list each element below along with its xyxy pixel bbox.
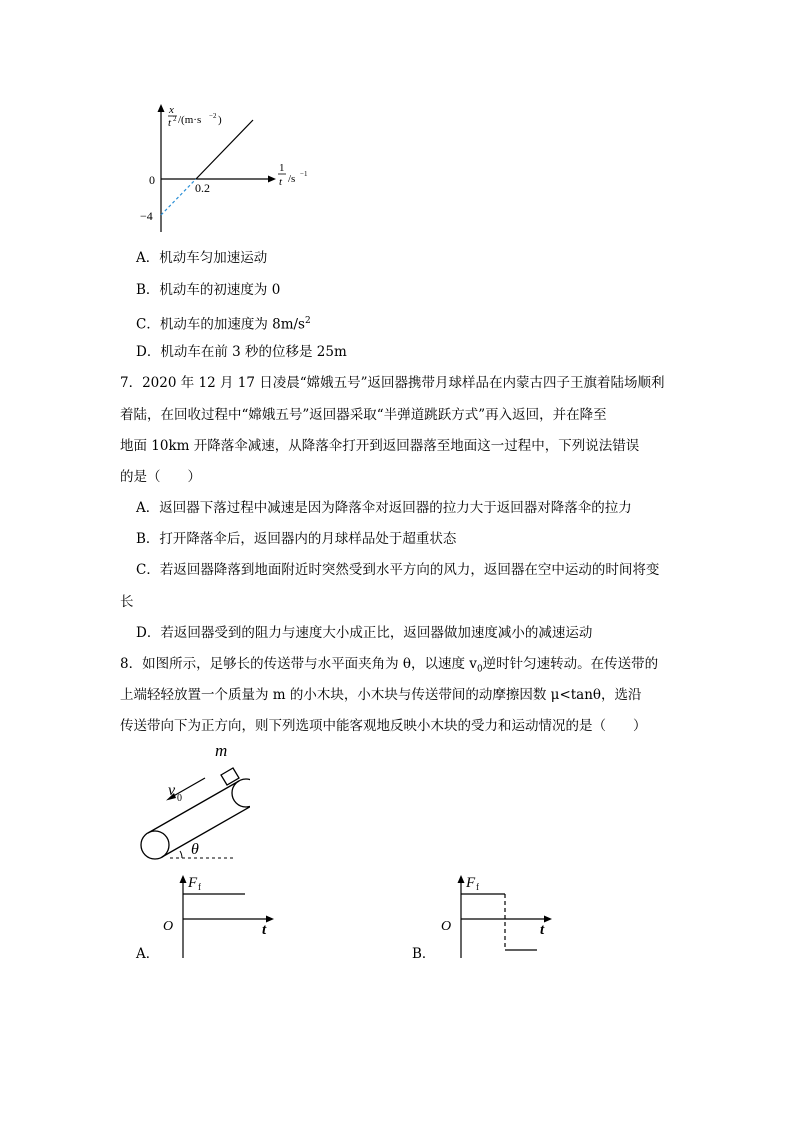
y-intercept-label: −4	[140, 209, 153, 223]
q6-option-a: A．机动车匀加速运动	[136, 250, 268, 266]
velocity-sub: 0	[177, 793, 182, 804]
q7-option-d: D．若返回器受到的阻力与速度大小成正比，返回器做加速度减小的减速运动	[136, 625, 593, 641]
conveyor-figure	[130, 737, 250, 865]
y-label-num: x	[169, 104, 174, 116]
q8-line-2: 上端轻轻放置一个质量为 m 的小木块，小木块与传送带间的动摩擦因数 μ<tanθ，选沿	[120, 687, 642, 703]
q8-line-1	[120, 655, 658, 679]
graph-b-origin: O	[441, 919, 452, 934]
q8-line-1-a: 8．如图所示，足够长的传送带与水平面夹角为 θ，以速度 v	[120, 656, 477, 672]
solid-line	[196, 120, 253, 179]
x-label-num: 1	[279, 162, 285, 174]
q8-option-a-label: A．	[136, 946, 160, 962]
q7-line-4: 的是（ ）	[120, 469, 201, 485]
q7-option-a: A．返回器下落过程中减速是因为降落伞对返回器的拉力大于返回器对降落伞的拉力	[136, 500, 632, 516]
graph-b-y-label: F	[466, 875, 476, 891]
y-label-unit-close: )	[218, 114, 222, 126]
q6-graph	[136, 98, 326, 238]
graph-a-origin: O	[163, 919, 174, 934]
x-label-unit-exp: −1	[300, 170, 308, 178]
q6-option-c	[136, 312, 311, 334]
y-label-den-exp: 2	[173, 115, 177, 123]
q8-option-b-label: B．	[412, 946, 436, 962]
y-axis-arrow	[158, 104, 165, 112]
y-label-unit-exp: −2	[209, 112, 217, 120]
origin-label: 0	[149, 173, 155, 187]
graph-b-x-arrow	[544, 916, 552, 923]
x-axis-arrow	[268, 176, 276, 183]
graph-a-y-arrow	[180, 875, 187, 883]
graph-b-y-sub: f	[476, 882, 479, 892]
q6-option-c-text: C．机动车的加速度为 8m/s	[136, 316, 305, 333]
q6-option-c-sup: 2	[305, 316, 311, 326]
angle-label: θ	[191, 841, 199, 858]
x-label-den: t	[279, 176, 283, 188]
velocity-label: v	[168, 782, 176, 799]
q7-line-1: 7．2020 年 12 月 17 日凌晨“嫦娥五号”返回器携带月球样品在内蒙古四子王旗着陆场顺利	[120, 375, 665, 391]
q8-line-1-sub: 0	[476, 664, 483, 675]
angle-arc	[180, 851, 182, 858]
graph-a-y-sub: f	[198, 882, 201, 892]
q7-line-2: 着陆，在回收过程中“嫦娥五号”返回器采取“半弹道跳跃方式”再入返回，并在降至	[120, 407, 607, 423]
y-label-unit: /(m·s	[178, 114, 202, 126]
x-intercept-label: 0.2	[195, 181, 210, 195]
graph-b-x-label: t	[540, 922, 545, 938]
dashed-extension	[161, 179, 196, 215]
q6-option-d: D．机动车在前 3 秒的位移是 25m	[136, 344, 347, 360]
q7-option-c: C．若返回器降落到地面附近时突然受到水平方向的风力，返回器在空中运动的时间将变	[136, 562, 660, 578]
belt-top-edge	[148, 781, 239, 833]
graph-a-x-arrow	[266, 916, 274, 923]
x-label-unit: /s	[288, 173, 296, 185]
q7-option-b: B．打开降落伞后，返回器内的月球样品处于超重状态	[136, 531, 457, 547]
mass-label: m	[215, 741, 228, 760]
q8-line-1-b: 逆时针匀速转动。在传送带的	[482, 656, 659, 672]
velocity-arrow	[170, 778, 205, 798]
q7-line-3: 地面 10km 开降落伞减速，从降落伞打开到返回器落至地面这一过程中，下列说法错误	[120, 438, 640, 454]
q8-graph-a	[155, 872, 280, 962]
y-label-den: t	[168, 117, 172, 129]
graph-a-x-label: t	[262, 922, 267, 938]
q8-line-3: 传送带向下为正方向，则下列选项中能客观地反映小木块的受力和运动情况的是（ ）	[120, 718, 647, 734]
q6-option-b: B．机动车的初速度为 0	[136, 282, 281, 298]
q7-option-c-cont: 长	[120, 594, 134, 610]
graph-b-y-arrow	[458, 875, 465, 883]
q8-graph-b	[433, 872, 558, 962]
graph-a-y-label: F	[188, 875, 198, 891]
belt-bottom-edge	[162, 805, 250, 857]
